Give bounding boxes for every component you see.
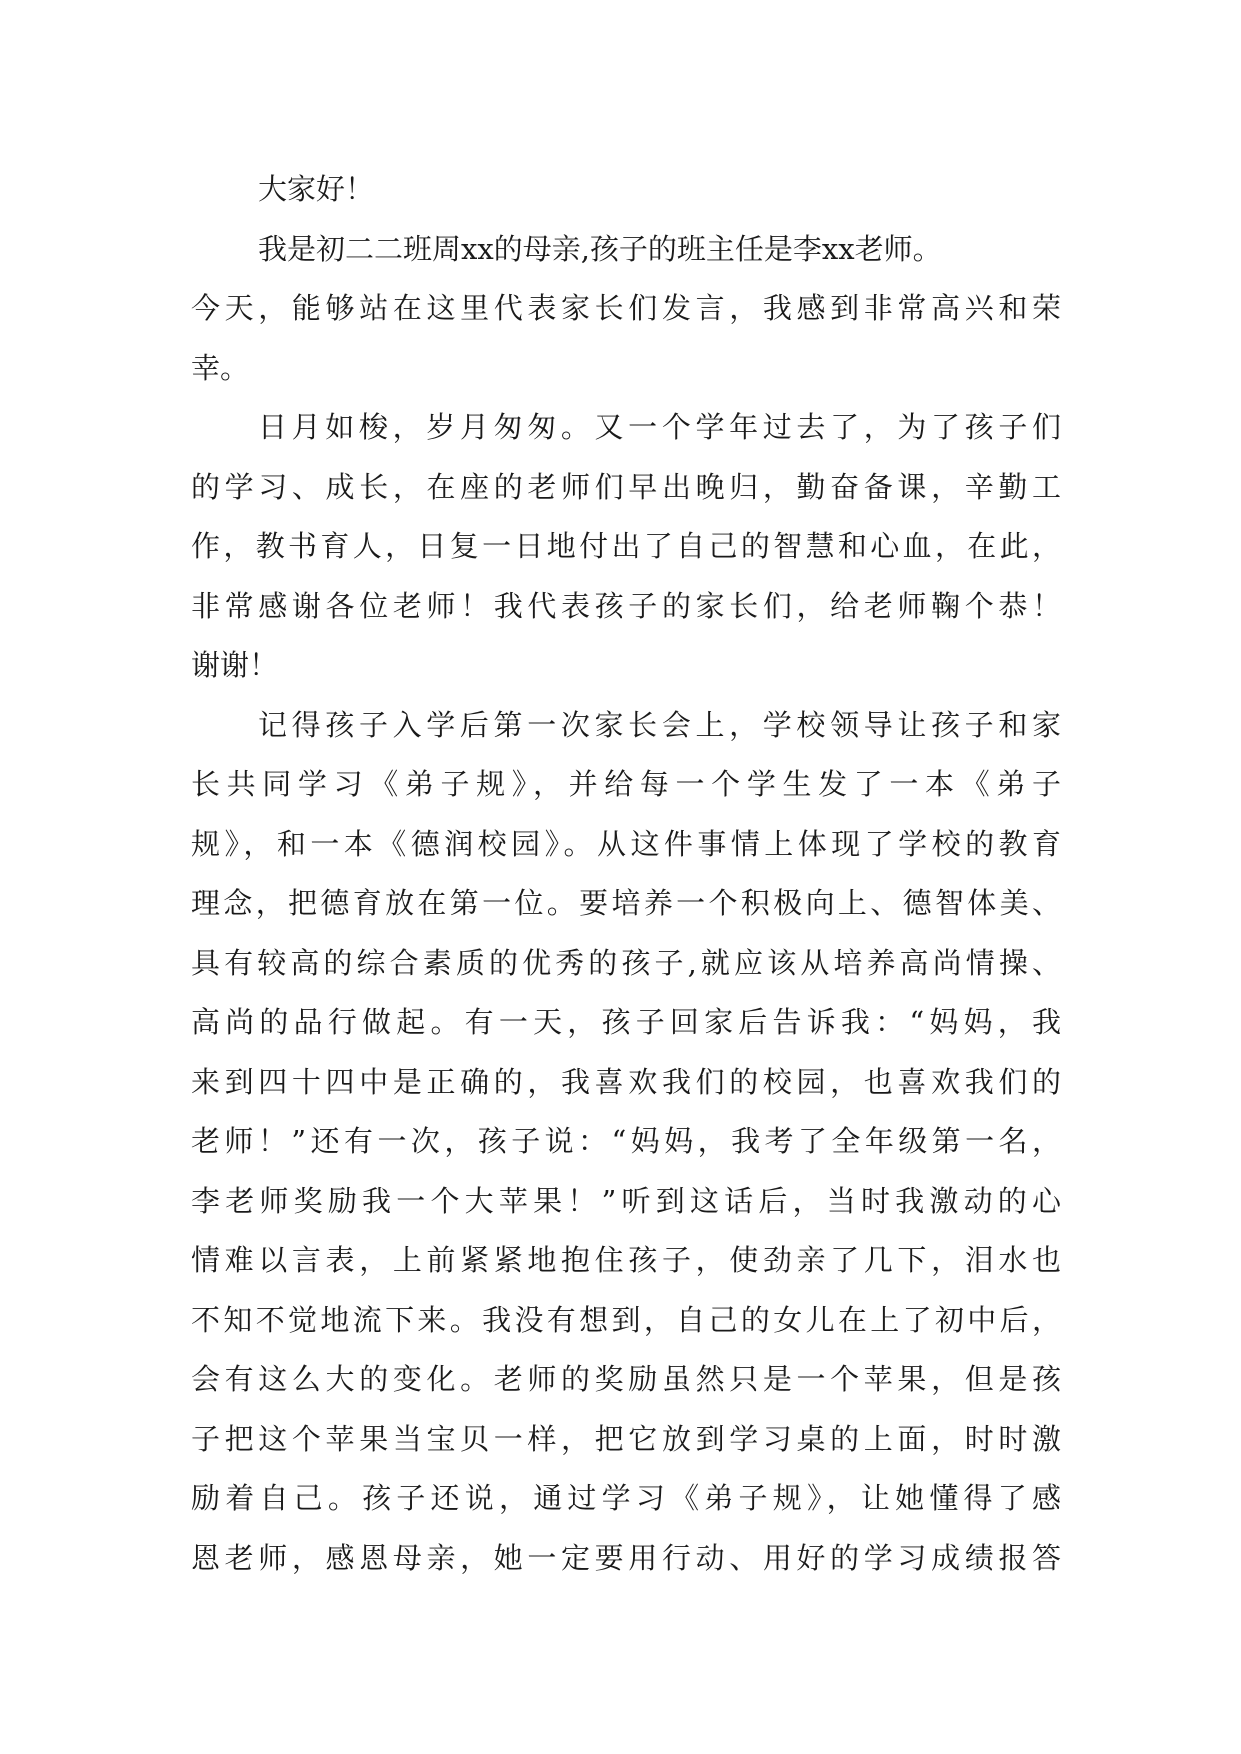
paragraph-line: 长共同学习《弟子规》，并给每一个学生发了一本《弟子	[191, 767, 1061, 801]
paragraph-line: 我是初二二班周xx的母亲,孩子的班主任是李xx老师。	[258, 231, 942, 266]
paragraph-line: 谢谢！	[191, 648, 279, 682]
paragraph-line: 幸。	[191, 350, 250, 385]
paragraph-line: 来到四十四中是正确的，我喜欢我们的校园，也喜欢我们的	[191, 1064, 1061, 1099]
document-body	[191, 160, 1061, 1588]
paragraph-line: 恩老师，感恩母亲，她一定要用行动、用好的学习成绩报答	[191, 1540, 1061, 1575]
paragraph-line: 子把这个苹果当宝贝一样，把它放到学习桌的上面，时时激	[191, 1421, 1061, 1456]
paragraph-line: 具有较高的综合素质的优秀的孩子,就应该从培养高尚情操、	[191, 945, 1061, 980]
paragraph-line: 规》，和一本《德润校园》。从这件事情上体现了学校的教育	[191, 826, 1061, 861]
paragraph-line: 高尚的品行做起。有一天，孩子回家后告诉我：“妈妈，我	[191, 1005, 1061, 1039]
paragraph-line: 不知不觉地流下来。我没有想到，自己的女儿在上了初中后，	[191, 1302, 1061, 1337]
paragraph-line: 会有这么大的变化。老师的奖励虽然只是一个苹果，但是孩	[191, 1362, 1061, 1396]
paragraph-line: 情难以言表，上前紧紧地抱住孩子，使劲亲了几下，泪水也	[191, 1243, 1061, 1277]
paragraph-line: 励着自己。孩子还说，通过学习《弟子规》，让她懂得了感	[191, 1481, 1061, 1515]
paragraph-line: 记得孩子入学后第一次家长会上，学校领导让孩子和家	[258, 707, 1061, 742]
paragraph-line: 李老师奖励我一个大苹果！”听到这话后，当时我激动的心	[191, 1183, 1061, 1218]
paragraph-line: 日月如梭，岁月匆匆。又一个学年过去了，为了孩子们	[258, 410, 1061, 444]
paragraph-line: 今天，能够站在这里代表家长们发言，我感到非常高兴和荣	[191, 291, 1061, 325]
paragraph-line: 作，教书育人，日复一日地付出了自己的智慧和心血，在此，	[191, 529, 1061, 563]
paragraph-line: 非常感谢各位老师！我代表孩子的家长们，给老师鞠个恭！	[191, 588, 1061, 623]
paragraph-line: 老师！”还有一次，孩子说：“妈妈，我考了全年级第一名，	[191, 1124, 1061, 1158]
greeting-line: 大家好！	[258, 172, 375, 206]
paragraph-line: 理念，把德育放在第一位。要培养一个积极向上、德智体美、	[191, 886, 1061, 920]
paragraph-line: 的学习、成长，在座的老师们早出晚归，勤奋备课，辛勤工	[191, 469, 1061, 504]
